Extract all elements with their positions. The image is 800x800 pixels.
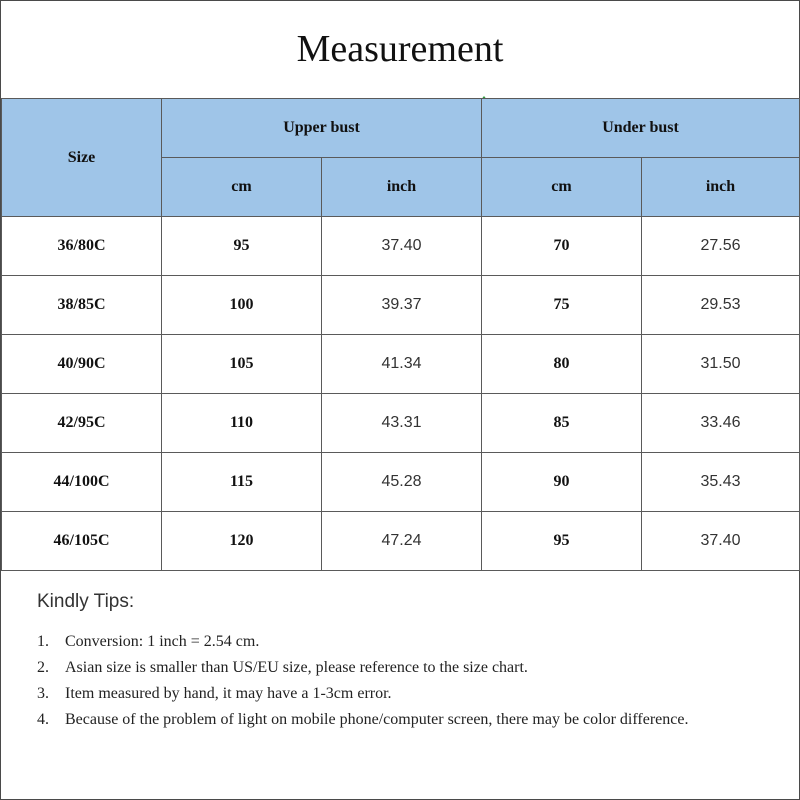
table-header-row <box>2 99 800 158</box>
page-title: Measurement <box>296 28 504 70</box>
list-item <box>37 681 757 707</box>
tip-text: Because of the problem of light on mobile phone/computer screen, there may be color difference. <box>65 711 689 728</box>
list-item <box>37 655 757 681</box>
cell-under-cm: 75 <box>482 276 642 335</box>
tip-number: 4. <box>37 711 49 728</box>
cell-size: 36/80C <box>2 217 162 276</box>
cell-upper-cm: 100 <box>162 276 322 335</box>
table-row <box>2 276 800 335</box>
cell-upper-inch: 47.24 <box>322 512 482 571</box>
tip-text: Asian size is smaller than US/EU size, please reference to the size chart. <box>65 659 528 676</box>
header-upper-inch: inch <box>322 158 482 217</box>
cell-under-cm: 85 <box>482 394 642 453</box>
cell-under-inch: 35.43 <box>642 453 800 512</box>
tip-number: 3. <box>37 685 49 702</box>
header-upper-bust: Upper bust <box>162 99 482 158</box>
header-size: Size <box>2 99 162 217</box>
table-row <box>2 335 800 394</box>
list-item <box>37 707 757 733</box>
cell-upper-cm: 110 <box>162 394 322 453</box>
tips-title: Kindly Tips: <box>37 591 135 612</box>
header-under-inch: inch <box>642 158 800 217</box>
cell-upper-cm: 120 <box>162 512 322 571</box>
cell-size: 40/90C <box>2 335 162 394</box>
tip-text: Item measured by hand, it may have a 1-3cm error. <box>65 685 392 702</box>
cell-under-inch: 33.46 <box>642 394 800 453</box>
cell-under-inch: 27.56 <box>642 217 800 276</box>
measurement-table <box>1 98 800 571</box>
cell-under-inch: 31.50 <box>642 335 800 394</box>
tips-section <box>37 591 757 733</box>
table-row <box>2 512 800 571</box>
cell-upper-cm: 95 <box>162 217 322 276</box>
tips-list <box>37 629 757 733</box>
table-row <box>2 394 800 453</box>
cell-upper-inch: 39.37 <box>322 276 482 335</box>
cell-under-cm: 95 <box>482 512 642 571</box>
table-row <box>2 453 800 512</box>
cell-under-inch: 29.53 <box>642 276 800 335</box>
cell-upper-inch: 45.28 <box>322 453 482 512</box>
list-item <box>37 629 757 655</box>
tip-number: 1. <box>37 633 49 650</box>
cell-size: 44/100C <box>2 453 162 512</box>
cell-under-cm: 70 <box>482 217 642 276</box>
cell-under-cm: 90 <box>482 453 642 512</box>
cell-upper-inch: 37.40 <box>322 217 482 276</box>
cell-upper-cm: 115 <box>162 453 322 512</box>
tip-number: 2. <box>37 659 49 676</box>
cell-upper-inch: 43.31 <box>322 394 482 453</box>
header-under-bust: Under bust <box>482 99 800 158</box>
table-row <box>2 217 800 276</box>
cell-size: 42/95C <box>2 394 162 453</box>
header-under-cm: cm <box>482 158 642 217</box>
cell-upper-inch: 41.34 <box>322 335 482 394</box>
header-upper-cm: cm <box>162 158 322 217</box>
cell-upper-cm: 105 <box>162 335 322 394</box>
cell-size: 46/105C <box>2 512 162 571</box>
tip-text: Conversion: 1 inch = 2.54 cm. <box>65 633 260 650</box>
cell-under-inch: 37.40 <box>642 512 800 571</box>
cell-size: 38/85C <box>2 276 162 335</box>
cell-under-cm: 80 <box>482 335 642 394</box>
